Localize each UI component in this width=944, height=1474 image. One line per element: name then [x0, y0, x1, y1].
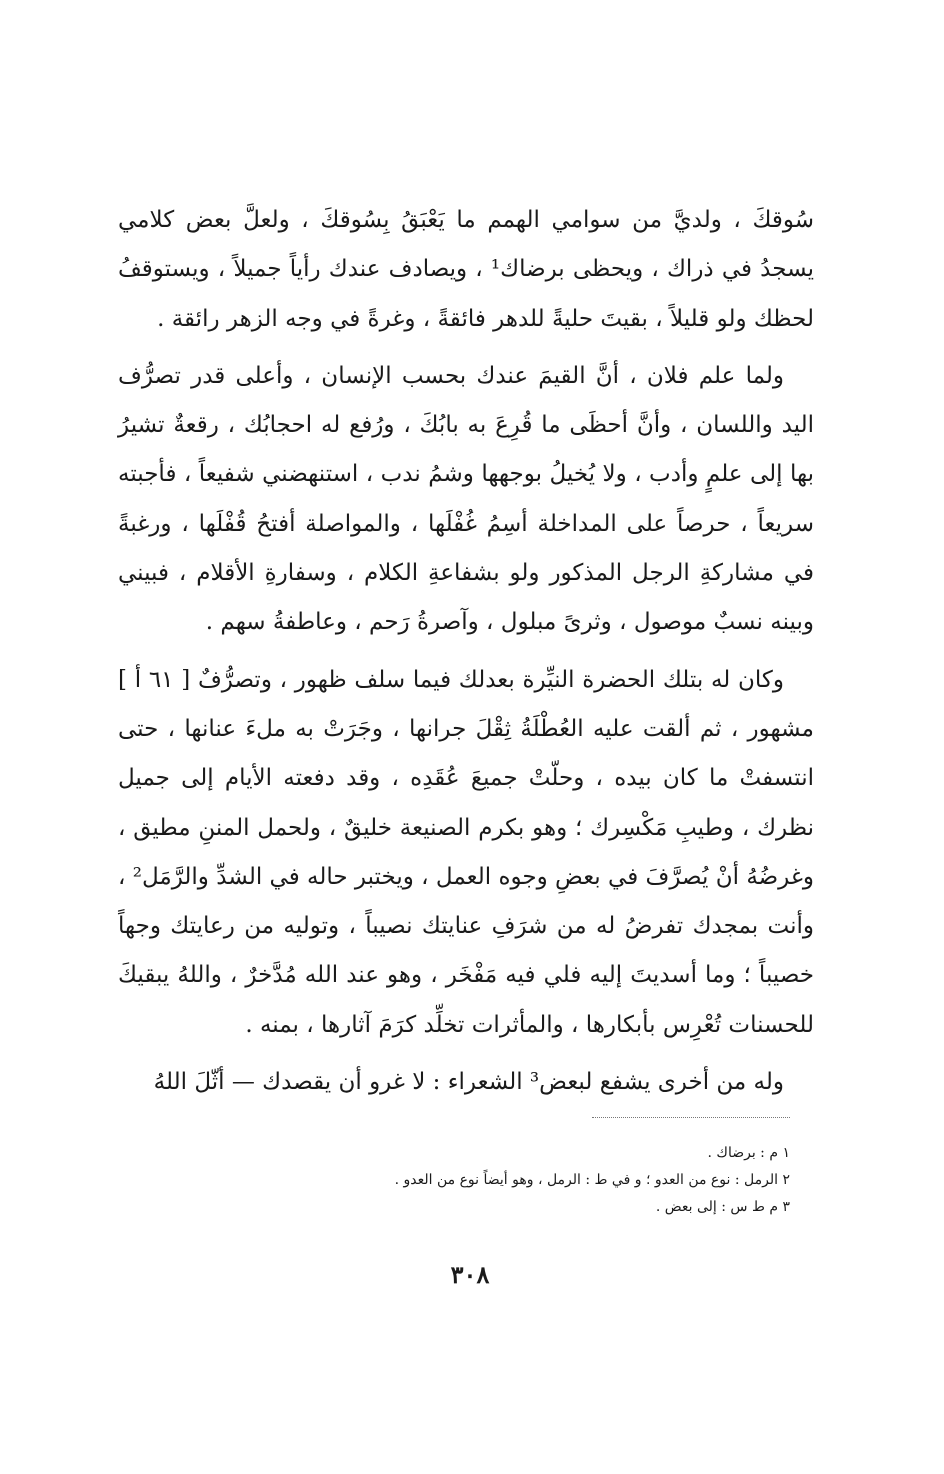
paragraph-1: سُوقكَ ، ولديَّ من سوامي الهمم ما يَعْبَقُ بِسُوقكَ ، ولعلَّ بعض كلامي يسجدُ في ذراك ، ويحظى برضاك¹ ، ويصادف عندك رأياً جميلاً ، ويستوقفُ لحظك ولو قليلاً ، بقيتَ حليةً للدهر فائقةً ، وغرةً في وجه الزهر رائقة .: [118, 207, 814, 332]
page-number: ٣٠٨: [450, 1260, 490, 1289]
main-text: [118, 196, 814, 1107]
paragraph-3: وكان له بتلك الحضرة النيِّرة بعدلك فيما سلف ظهور ، وتصرُّفٌ [ ٦١ أ ] مشهور ، ثم ألقت عليه العُطْلَةُ ثِقْلَ جرانها ، وجَرَتْ به ملءَ عنانها ، حتى انتسفتْ ما كان بيده ، وحلّتْ جميعَ عُقَدِه ، وقد دفعته الأيام إلى جميل نظرك ، وطيبِ مَكْسِرك ؛ وهو بكرم الصنيعة خليقٌ ، ولحمل المننِ مطيق ، وغرضُهُ أنْ يُصرَّفَ في بعضِ وجوه العمل ، ويختبر حاله في الشدِّ والرَّمَل² ، وأنت بمجدك تفرضُ له من شرَفِ عنايتك نصيباً ، وتوليه من رعايتك وجهاً خصيباً ؛ وما أسديتَ إليه فلي فيه مَفْخَر ، وهو عند الله مُدَّخرٌ ، واللهُ يبقيكَ للحسنات تُعْرِس بأبكارها ، والمأثرات تخلِّد كرَمَ آثارها ، بمنه .: [118, 666, 814, 1038]
footnote-3: ٣ م ط س : إلى بعض .: [655, 1199, 790, 1215]
footnote-divider: [592, 1117, 790, 1118]
footnote-1: ١ م : برضاك .: [707, 1145, 790, 1161]
footnotes: [260, 1140, 790, 1221]
paragraph-4: وله من أخرى يشفع لبعض³ الشعراء : لا غرو أن يقصدك — أثّلَ اللهُ: [153, 1069, 784, 1096]
footnote-2: ٢ الرمل : نوع من العدو ؛ و في ط : الرمل ، وهو أيضاً نوع من العدو .: [394, 1172, 790, 1188]
paragraph-2: ولما علم فلان ، أنَّ القيمَ عندك بحسب الإنسان ، وأعلى قدر تصرُّف اليد واللسان ، وأنَّ أحظَى ما قُرِعَ به بابُكَ ، ورُفع له احجابُك ، رقعةٌ تشيرُ بها إلى علمٍ وأدب ، ولا يُخيلُ بوجهها وشمُ ندب ، استنهضني شفيعاً ، فأجبته سريعاً ، حرصاً على المداخلة أسِمُ غُفْلَها ، والمواصلة أفتحُ قُفْلَها ، ورغبةً في مشاركةِ الرجل المذكور ولو بشفاعةِ الكلام ، وسفارةِ الأقلام ، فبيني وبينه نسبٌ موصول ، وثرىً مبلول ، وآصرةُ رَحم ، وعاطفةُ سهم .: [118, 362, 814, 636]
